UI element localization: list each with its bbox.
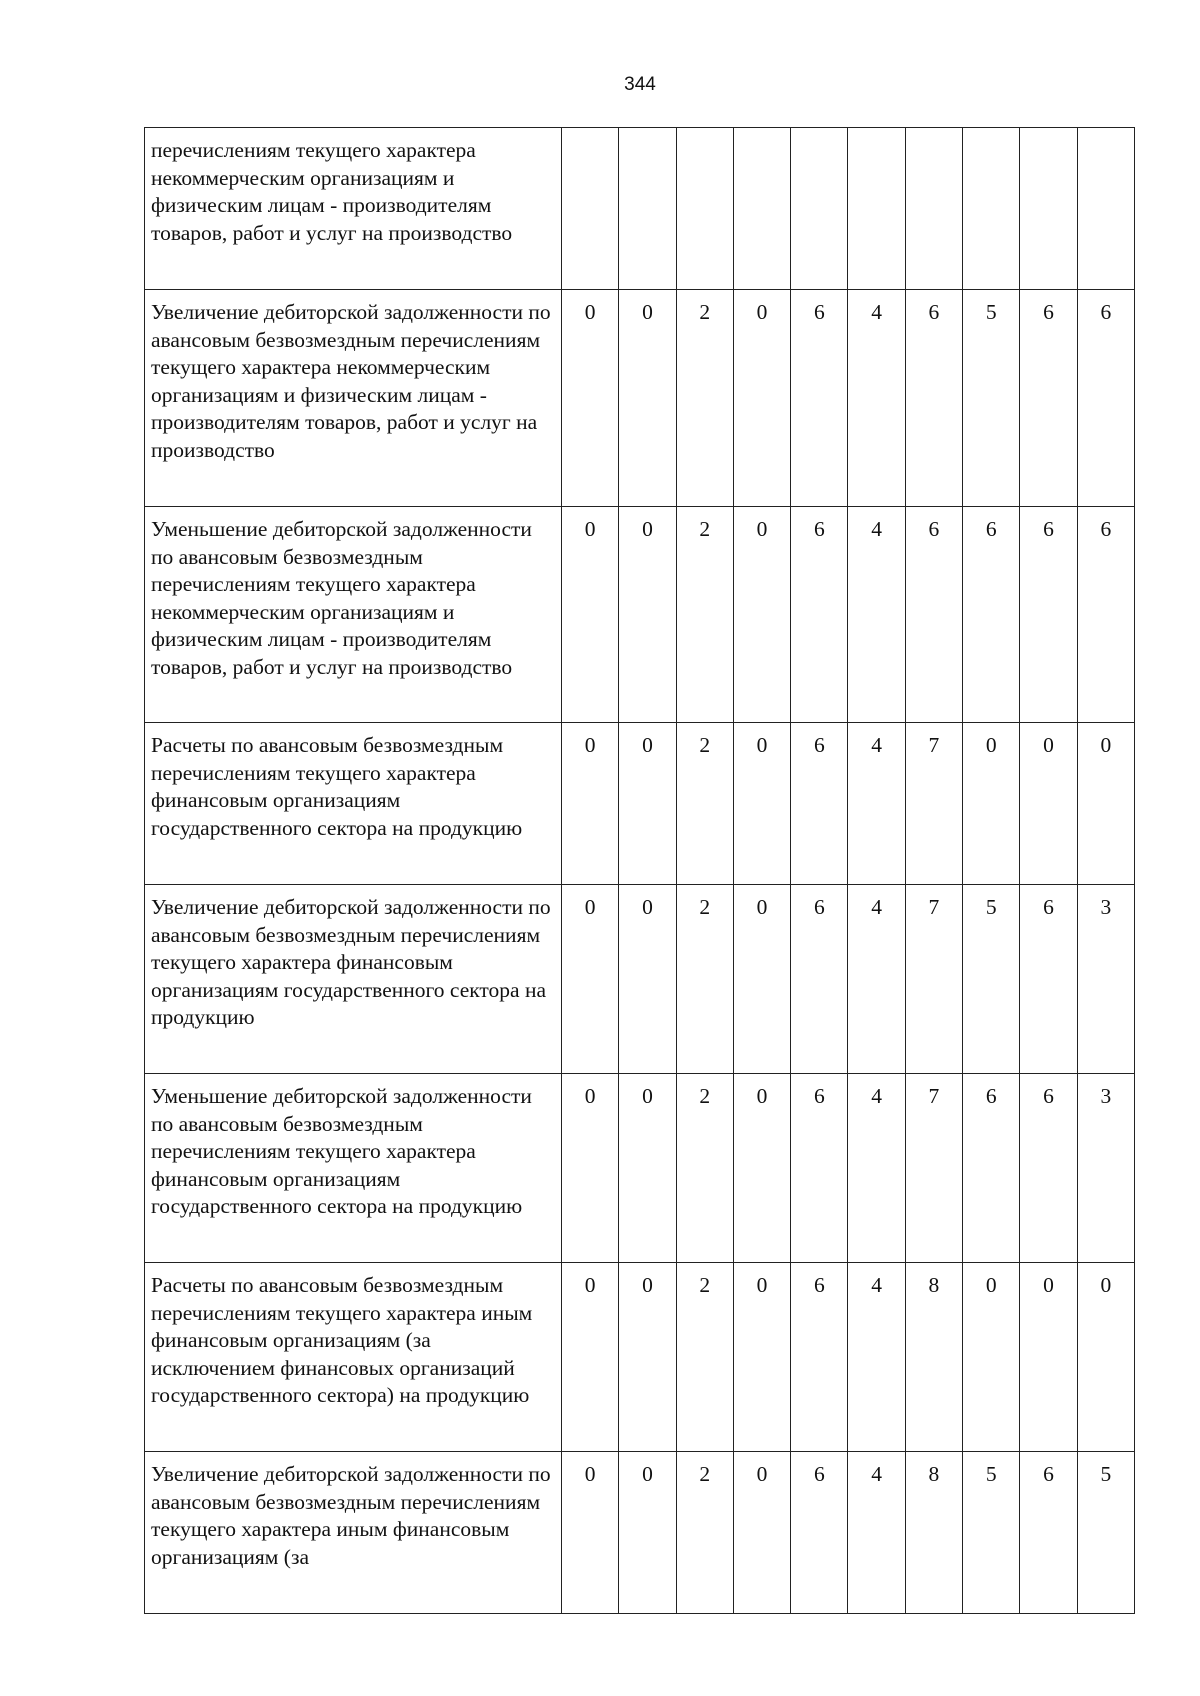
- code-digit: [1020, 128, 1077, 290]
- code-digit: 6: [791, 723, 848, 885]
- table-row: [145, 723, 1135, 885]
- code-digit: 0: [562, 1074, 619, 1263]
- table-row: [145, 290, 1135, 507]
- code-digit: 6: [963, 507, 1020, 723]
- code-digit: 3: [1077, 1074, 1134, 1263]
- table-row: [145, 1452, 1135, 1614]
- code-digit: 5: [1077, 1452, 1134, 1614]
- code-digit: 2: [676, 1452, 733, 1614]
- code-digit: 3: [1077, 885, 1134, 1074]
- code-digit: 0: [733, 1074, 790, 1263]
- code-digit: 5: [963, 885, 1020, 1074]
- code-digit: 6: [791, 507, 848, 723]
- code-digit: 6: [1020, 1074, 1077, 1263]
- code-digit: [619, 128, 676, 290]
- table-row: [145, 507, 1135, 723]
- code-digit: 6: [791, 885, 848, 1074]
- row-description: Расчеты по авансовым безвозмездным перечислениям текущего характера финансовым организациям государственного сектора на продукцию: [145, 723, 562, 885]
- code-digit: 0: [619, 507, 676, 723]
- code-digit: 5: [963, 290, 1020, 507]
- code-digit: 6: [1020, 290, 1077, 507]
- code-digit: 0: [562, 723, 619, 885]
- code-digit: 0: [562, 1263, 619, 1452]
- code-digit: 0: [619, 1452, 676, 1614]
- code-digit: 0: [733, 290, 790, 507]
- code-digit: 2: [676, 723, 733, 885]
- code-digit: [676, 128, 733, 290]
- code-digit: 0: [562, 885, 619, 1074]
- code-digit: 0: [1077, 723, 1134, 885]
- code-digit: 0: [963, 723, 1020, 885]
- code-digit: 6: [963, 1074, 1020, 1263]
- code-digit: 6: [1077, 507, 1134, 723]
- code-digit: 4: [848, 723, 905, 885]
- code-digit: 6: [1020, 1452, 1077, 1614]
- code-digit: 8: [905, 1452, 962, 1614]
- code-digit: 6: [791, 1452, 848, 1614]
- code-digit: 6: [905, 507, 962, 723]
- code-digit: 7: [905, 1074, 962, 1263]
- code-digit: 4: [848, 1452, 905, 1614]
- page-number: 344: [624, 74, 656, 95]
- code-digit: 0: [619, 723, 676, 885]
- code-digit: [562, 128, 619, 290]
- table-row: [145, 128, 1135, 290]
- code-digit: 6: [1077, 290, 1134, 507]
- row-description: Уменьшение дебиторской задолженности по авансовым безвозмездным перечислениям текущего характера финансовым организациям государственного сектора на продукцию: [145, 1074, 562, 1263]
- account-code-table: [144, 127, 1135, 1614]
- code-digit: 2: [676, 507, 733, 723]
- code-digit: 6: [791, 290, 848, 507]
- code-digit: 6: [1020, 507, 1077, 723]
- code-digit: 0: [733, 723, 790, 885]
- row-description: Расчеты по авансовым безвозмездным перечислениям текущего характера иным финансовым организациям (за исключением финансовых организаций государственного сектора) на продукцию: [145, 1263, 562, 1452]
- row-description: Уменьшение дебиторской задолженности по авансовым безвозмездным перечислениям текущего характера некоммерческим организациям и физическим лицам - производителям товаров, работ и услуг на производство: [145, 507, 562, 723]
- code-digit: 0: [619, 1074, 676, 1263]
- code-digit: 6: [1020, 885, 1077, 1074]
- code-digit: 0: [619, 290, 676, 507]
- code-digit: [1077, 128, 1134, 290]
- code-digit: 7: [905, 885, 962, 1074]
- table-row: [145, 1263, 1135, 1452]
- code-digit: 5: [963, 1452, 1020, 1614]
- code-digit: 0: [619, 885, 676, 1074]
- code-digit: 6: [905, 290, 962, 507]
- row-description: Увеличение дебиторской задолженности по авансовым безвозмездным перечислениям текущего характера некоммерческим организациям и физическим лицам - производителям товаров, работ и услуг на производство: [145, 290, 562, 507]
- code-digit: 2: [676, 885, 733, 1074]
- code-digit: 0: [1077, 1263, 1134, 1452]
- code-digit: [905, 128, 962, 290]
- code-digit: 0: [1020, 1263, 1077, 1452]
- code-digit: 6: [791, 1263, 848, 1452]
- code-digit: [791, 128, 848, 290]
- code-digit: 0: [562, 1452, 619, 1614]
- row-description: перечислениям текущего характера некоммерческим организациям и физическим лицам - производителям товаров, работ и услуг на производство: [145, 128, 562, 290]
- table-row: [145, 1074, 1135, 1263]
- code-digit: 4: [848, 1074, 905, 1263]
- code-digit: 0: [733, 1452, 790, 1614]
- code-digit: 2: [676, 1074, 733, 1263]
- code-digit: 8: [905, 1263, 962, 1452]
- code-digit: 4: [848, 507, 905, 723]
- row-description: Увеличение дебиторской задолженности по авансовым безвозмездным перечислениям текущего характера финансовым организациям государственного сектора на продукцию: [145, 885, 562, 1074]
- code-digit: 0: [733, 507, 790, 723]
- code-digit: 6: [791, 1074, 848, 1263]
- code-digit: 0: [619, 1263, 676, 1452]
- code-digit: [963, 128, 1020, 290]
- code-digit: 4: [848, 1263, 905, 1452]
- code-digit: [733, 128, 790, 290]
- code-digit: 4: [848, 290, 905, 507]
- code-digit: 2: [676, 1263, 733, 1452]
- code-digit: [848, 128, 905, 290]
- row-description: Увеличение дебиторской задолженности по авансовым безвозмездным перечислениям текущего характера иным финансовым организациям (за: [145, 1452, 562, 1614]
- table-row: [145, 885, 1135, 1074]
- code-digit: 7: [905, 723, 962, 885]
- code-digit: 0: [562, 507, 619, 723]
- code-digit: 0: [562, 290, 619, 507]
- code-digit: 4: [848, 885, 905, 1074]
- code-digit: 0: [733, 885, 790, 1074]
- code-digit: 2: [676, 290, 733, 507]
- code-digit: 0: [733, 1263, 790, 1452]
- code-digit: 0: [1020, 723, 1077, 885]
- code-digit: 0: [963, 1263, 1020, 1452]
